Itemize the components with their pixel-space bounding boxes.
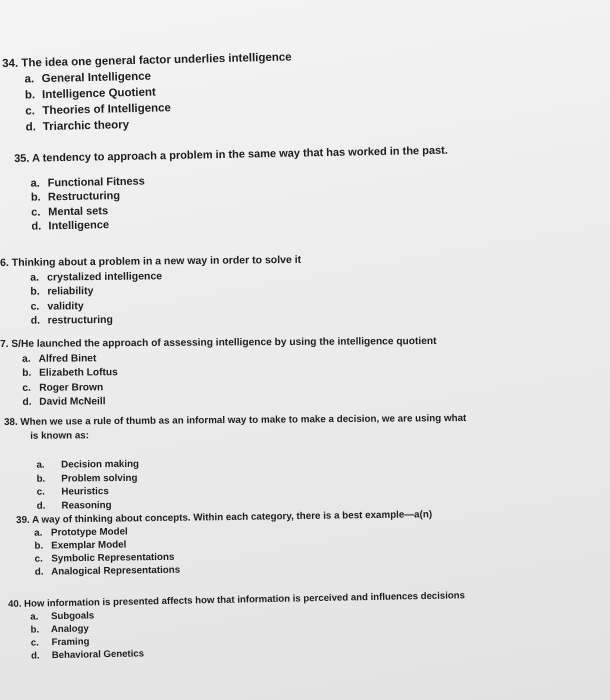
answer-option (31, 311, 302, 328)
option-text: reliability (47, 285, 94, 298)
option-text: Mental sets (48, 204, 109, 218)
option-text: Heuristics (61, 486, 109, 498)
answer-options (30, 267, 302, 328)
option-text: Reasoning (61, 499, 112, 512)
question-stem: 35. A tendency to approach a problem in the same way that has worked in the past. (14, 144, 448, 165)
option-letter: b. (22, 367, 32, 379)
option-text: Symbolic Representations (51, 551, 175, 565)
option-text: Functional Fitness (47, 174, 145, 189)
option-letter: d. (31, 220, 42, 233)
option-letter: b. (30, 191, 41, 204)
answer-options (30, 602, 466, 662)
option-text: Alfred Binet (38, 352, 97, 365)
option-text: Exemplar Model (51, 539, 127, 552)
option-letter: d. (31, 650, 40, 662)
option-text: crystalized intelligence (47, 269, 163, 284)
answer-options (36, 455, 467, 513)
option-letter: c. (31, 206, 41, 219)
question-stem: 6. Thinking about a problem in a new way in order to solve it (0, 253, 302, 269)
option-text: Theories of Intelligence (42, 102, 172, 118)
question-40 (8, 589, 466, 663)
option-text: Roger Brown (39, 381, 104, 394)
question-stem: 34. The idea one general factor underlies intelligence (2, 51, 292, 70)
option-text: Subgoals (50, 610, 95, 623)
question-stem: 38. When we use a rule of thumb as an informal way to make to make a decision, we are using what (4, 412, 467, 428)
option-letter: c. (25, 105, 35, 118)
answer-options (34, 521, 433, 579)
option-letter: a. (36, 459, 45, 471)
question-stem: 39. A way of thinking about concepts. Within each category, there is a best example—a(n) (16, 509, 433, 526)
option-letter: c. (22, 382, 31, 394)
answer-options (22, 349, 437, 410)
option-letter: b. (30, 624, 40, 636)
option-text: Analogy (50, 623, 89, 636)
option-text: Behavioral Genetics (51, 648, 145, 662)
option-letter: d. (36, 500, 46, 512)
option-letter: a. (34, 527, 43, 539)
question-37 (0, 335, 437, 411)
option-text: Intelligence Quotient (41, 86, 156, 102)
answer-option (22, 393, 437, 410)
option-text: Elizabeth Loftus (39, 367, 118, 379)
option-text: validity (47, 299, 84, 313)
option-letter: c. (34, 553, 43, 565)
option-text: Restructuring (47, 189, 121, 204)
option-letter: d. (30, 314, 41, 327)
question-stem: 40. How information is presented affects how that information is perceived and influences decisions (8, 590, 466, 610)
option-letter: a. (30, 271, 40, 284)
option-text: Intelligence (48, 219, 110, 233)
question-35 (14, 144, 449, 235)
option-letter: b. (34, 540, 44, 552)
option-letter: c. (30, 637, 39, 649)
option-letter: b. (30, 285, 40, 298)
question-36 (0, 253, 302, 329)
option-text: Problem solving (61, 472, 138, 485)
option-text: Framing (51, 636, 90, 649)
option-letter: a. (30, 177, 40, 190)
question-stem: 7. S/He launched the approach of assessing intelligence by using the intelligence quotient (0, 335, 437, 350)
option-text: David McNeill (39, 396, 106, 408)
question-stem-continued: is known as: (30, 429, 90, 442)
option-text: Triarchic theory (42, 119, 130, 134)
option-letter: d. (25, 121, 36, 134)
question-39 (16, 508, 433, 579)
option-text: General Intelligence (41, 70, 152, 86)
option-text: Prototype Model (50, 526, 128, 539)
question-34 (2, 49, 293, 136)
option-letter: a. (22, 353, 31, 365)
option-letter: c. (36, 486, 45, 498)
option-letter: a. (30, 611, 39, 623)
option-text: Analogical Representations (51, 564, 181, 578)
option-letter: a. (24, 73, 35, 86)
option-letter: b. (24, 89, 36, 102)
option-text: Decision making (61, 458, 140, 471)
question-38 (4, 412, 467, 513)
option-letter: d. (34, 566, 44, 578)
answer-options (30, 168, 449, 234)
option-letter: b. (36, 473, 46, 485)
option-text: restructuring (47, 313, 114, 327)
option-letter: d. (22, 396, 32, 408)
answer-options (24, 65, 293, 135)
option-letter: c. (30, 300, 40, 313)
